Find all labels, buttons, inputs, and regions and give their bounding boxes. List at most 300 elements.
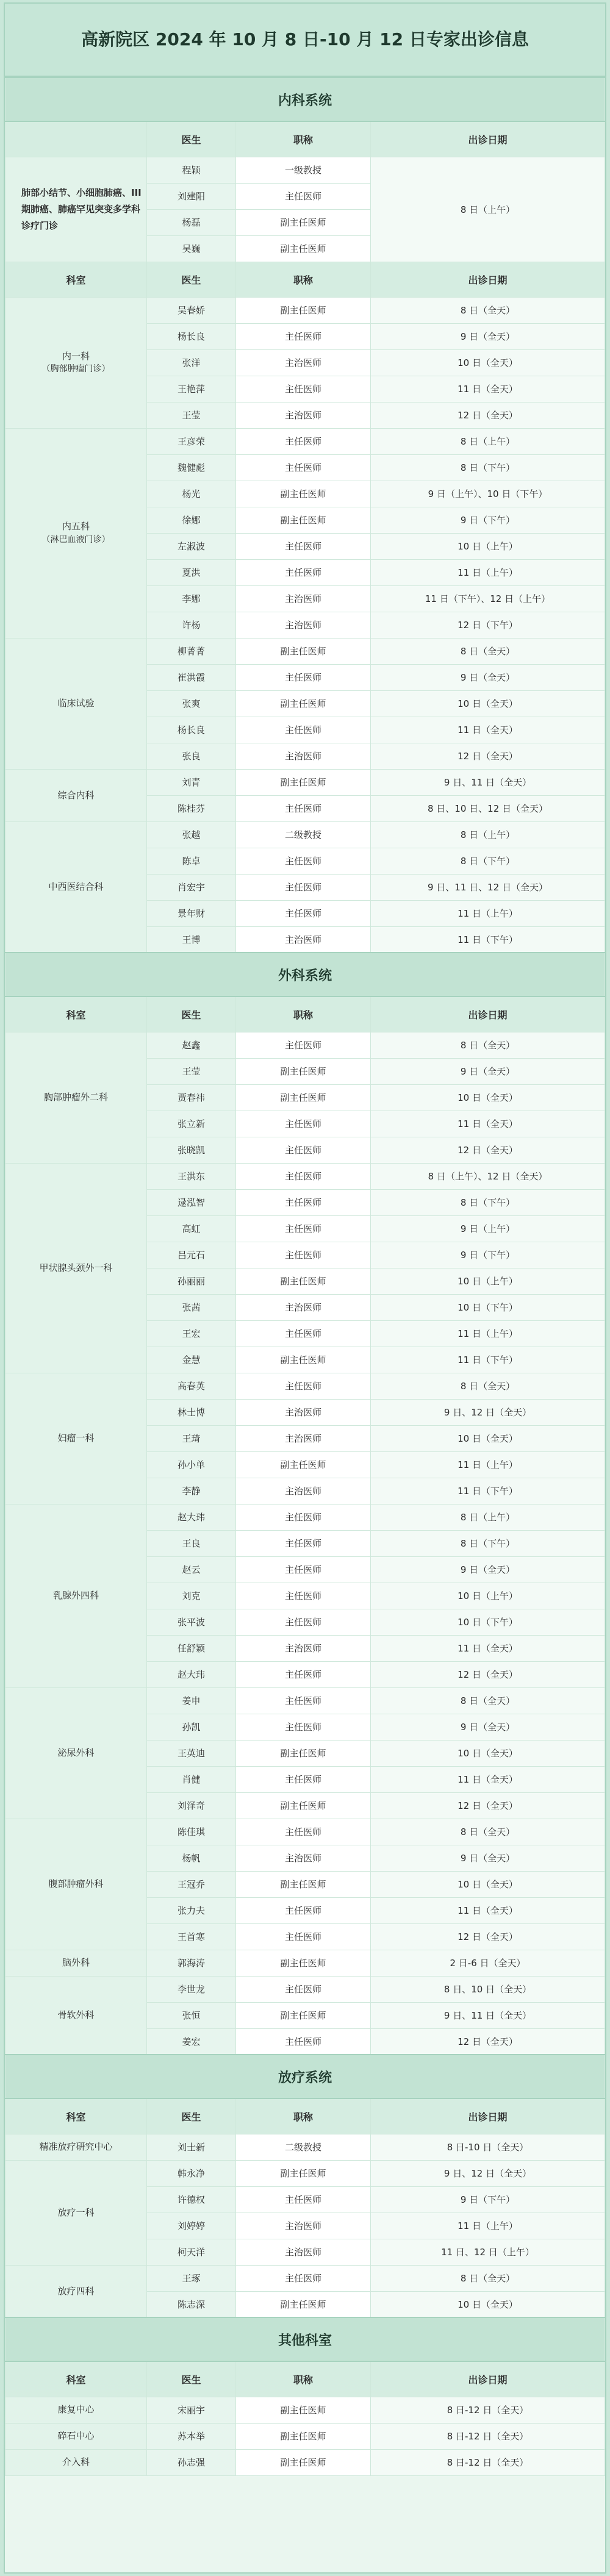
doctor-name: 林士博 xyxy=(147,1399,236,1425)
clinic-date: 11 日（全天） xyxy=(371,717,605,743)
table-row xyxy=(5,769,605,795)
doctor-name: 王洪东 xyxy=(147,1163,236,1189)
doctor-title: 副主任医师 xyxy=(236,1871,371,1897)
header-doctor: 医生 xyxy=(147,996,236,1032)
doctor-title: 主任医师 xyxy=(236,376,371,402)
department-cell xyxy=(5,1504,147,1687)
section-title: 其他科室 xyxy=(5,2317,605,2361)
doctor-name: 李娜 xyxy=(147,585,236,612)
doctor-title: 主任医师 xyxy=(236,1163,371,1189)
clinic-date: 8 日-10 日（全天） xyxy=(371,2134,605,2160)
doctor-title: 主任医师 xyxy=(236,1530,371,1556)
doctor-name: 杨帆 xyxy=(147,1845,236,1871)
clinic-date: 8 日（上午） xyxy=(371,821,605,848)
clinic-date: 8 日（全天） xyxy=(371,2265,605,2291)
clinic-date: 8 日-12 日（全天） xyxy=(371,2397,605,2423)
table-row xyxy=(5,157,605,183)
clinic-date: 9 日（上午）、10 日（下午） xyxy=(371,481,605,507)
doctor-title: 副主任医师 xyxy=(236,2002,371,2028)
clinic-date: 11 日（上午） xyxy=(371,559,605,585)
department-name: 综合内科 xyxy=(57,789,95,801)
doctor-title: 主任医师 xyxy=(236,1897,371,1923)
department-cell xyxy=(5,297,147,428)
doctor-name: 张爽 xyxy=(147,690,236,717)
clinic-date: 8 日（下午） xyxy=(371,454,605,481)
department-cell xyxy=(5,638,147,769)
doctor-title: 副主任医师 xyxy=(236,1950,371,1976)
table-row xyxy=(5,2397,605,2423)
department-name: 内五科 xyxy=(62,521,90,532)
doctor-name: 李静 xyxy=(147,1478,236,1504)
table-row xyxy=(5,2134,605,2160)
clinic-date: 10 日（全天） xyxy=(371,1871,605,1897)
doctor-name: 赵大玮 xyxy=(147,1661,236,1687)
clinic-date: 12 日（全天） xyxy=(371,1661,605,1687)
table-row xyxy=(5,1819,605,1845)
doctor-name: 赵大玮 xyxy=(147,1504,236,1530)
table-row xyxy=(5,638,605,664)
department-name: 胸部肿瘤外二科 xyxy=(43,1092,108,1103)
doctor-title: 主任医师 xyxy=(236,717,371,743)
doctor-name: 韩永净 xyxy=(147,2160,236,2186)
header-date: 出诊日期 xyxy=(371,996,605,1032)
doctor-name: 夏洪 xyxy=(147,559,236,585)
department-name: 妇瘤一科 xyxy=(57,1433,95,1444)
header-doctor: 医生 xyxy=(147,2098,236,2134)
table-row xyxy=(5,1032,605,1058)
table-row xyxy=(5,1687,605,1714)
doctor-title: 一级教授 xyxy=(236,157,371,183)
doctor-name: 郭海涛 xyxy=(147,1950,236,1976)
doctor-title: 主治医师 xyxy=(236,1399,371,1425)
column-header-row xyxy=(5,2098,605,2134)
doctor-title: 主任医师 xyxy=(236,2265,371,2291)
clinic-date: 9 日（全天） xyxy=(371,1845,605,1871)
doctor-name: 张平波 xyxy=(147,1609,236,1635)
doctor-name: 张晓凯 xyxy=(147,1137,236,1163)
doctor-title: 主任医师 xyxy=(236,1215,371,1242)
clinic-date: 10 日（全天） xyxy=(371,690,605,717)
header-date: 出诊日期 xyxy=(371,121,605,157)
doctor-name: 高春英 xyxy=(147,1373,236,1399)
doctor-name: 吴巍 xyxy=(147,235,236,262)
doctor-title: 副主任医师 xyxy=(236,1058,371,1084)
doctor-title: 副主任医师 xyxy=(236,2160,371,2186)
doctor-name: 姜申 xyxy=(147,1687,236,1714)
doctor-name: 许德权 xyxy=(147,2186,236,2213)
doctor-name: 李世龙 xyxy=(147,1976,236,2002)
column-header-row xyxy=(5,996,605,1032)
clinic-date: 11 日（下午） xyxy=(371,926,605,953)
clinic-date: 10 日（全天） xyxy=(371,2291,605,2317)
doctor-name: 杨光 xyxy=(147,481,236,507)
clinic-date: 11 日（上午） xyxy=(371,1320,605,1347)
table-row xyxy=(5,1504,605,1530)
department-cell xyxy=(5,1950,147,1976)
doctor-title: 副主任医师 xyxy=(236,1740,371,1766)
table-row xyxy=(5,2449,605,2475)
doctor-title: 主任医师 xyxy=(236,428,371,454)
schedule-frame xyxy=(4,2,606,2574)
doctor-name: 刘士新 xyxy=(147,2134,236,2160)
department-subtitle: （胸部肿瘤门诊） xyxy=(41,364,110,374)
clinic-date: 8 日（全天） xyxy=(371,1819,605,1845)
doctor-name: 苏本举 xyxy=(147,2423,236,2449)
doctor-name: 金慧 xyxy=(147,1347,236,1373)
department-cell xyxy=(5,821,147,953)
clinic-date: 8 日（全天） xyxy=(371,1373,605,1399)
clinic-date: 8 日（上午） xyxy=(371,1504,605,1530)
header-doctor: 医生 xyxy=(147,262,236,297)
doctor-name: 陈桂芬 xyxy=(147,795,236,821)
doctor-name: 刘婷婷 xyxy=(147,2213,236,2239)
doctor-title: 主任医师 xyxy=(236,2186,371,2213)
department-name: 中西医结合科 xyxy=(48,881,104,892)
department-name: 乳腺外四科 xyxy=(52,1590,99,1601)
header-doctor: 医生 xyxy=(147,2361,236,2397)
header-dept: 科室 xyxy=(5,2361,147,2397)
table-row xyxy=(5,2160,605,2186)
department-cell xyxy=(5,2449,147,2475)
doctor-name: 陈佳琪 xyxy=(147,1819,236,1845)
doctor-title: 主任医师 xyxy=(236,874,371,900)
department-cell xyxy=(5,2134,147,2160)
doctor-name: 孙志强 xyxy=(147,2449,236,2475)
clinic-date: 9 日、12 日（全天） xyxy=(371,1399,605,1425)
doctor-title: 主任医师 xyxy=(236,183,371,209)
doctor-title: 副主任医师 xyxy=(236,1792,371,1819)
clinic-date: 10 日（上午） xyxy=(371,533,605,559)
table-row xyxy=(5,297,605,323)
department-cell xyxy=(5,1032,147,1163)
department-cell xyxy=(5,769,147,821)
doctor-name: 刘克 xyxy=(147,1583,236,1609)
clinic-date: 8 日、10 日、12 日（全天） xyxy=(371,795,605,821)
department-cell xyxy=(5,2397,147,2423)
clinic-date: 11 日（上午） xyxy=(371,900,605,926)
department-cell xyxy=(5,1687,147,1819)
department-cell xyxy=(5,1163,147,1373)
header-title: 职称 xyxy=(236,262,371,297)
doctor-name: 陈志深 xyxy=(147,2291,236,2317)
section-header xyxy=(5,2055,605,2098)
doctor-name: 孙小单 xyxy=(147,1451,236,1478)
clinic-date: 11 日（上午） xyxy=(371,1451,605,1478)
doctor-name: 张茜 xyxy=(147,1294,236,1320)
doctor-title: 主任医师 xyxy=(236,1766,371,1792)
doctor-title: 主任医师 xyxy=(236,1320,371,1347)
doctor-title: 副主任医师 xyxy=(236,1084,371,1111)
column-header-row xyxy=(5,121,605,157)
department-name: 甲状腺头颈外一科 xyxy=(39,1262,113,1273)
clinic-date: 11 日（下午）、12 日（上午） xyxy=(371,585,605,612)
doctor-name: 吴春娇 xyxy=(147,297,236,323)
table-row xyxy=(5,2423,605,2449)
doctor-title: 副主任医师 xyxy=(236,2291,371,2317)
doctor-title: 主治医师 xyxy=(236,2239,371,2265)
doctor-title: 副主任医师 xyxy=(236,297,371,323)
doctor-title: 副主任医师 xyxy=(236,1268,371,1294)
doctor-title: 主任医师 xyxy=(236,1504,371,1530)
department-name: 放疗一科 xyxy=(57,2206,95,2218)
doctor-title: 主任医师 xyxy=(236,1661,371,1687)
clinic-date: 8 日（全天） xyxy=(371,1032,605,1058)
doctor-name: 刘青 xyxy=(147,769,236,795)
clinic-date: 12 日（全天） xyxy=(371,743,605,769)
doctor-name: 程颖 xyxy=(147,157,236,183)
department-name: 康复中心 xyxy=(57,2404,95,2416)
doctor-name: 杨长良 xyxy=(147,717,236,743)
doctor-name: 宋丽宇 xyxy=(147,2397,236,2423)
clinic-date: 10 日（全天） xyxy=(371,1084,605,1111)
schedule-table xyxy=(5,77,605,2476)
doctor-name: 许杨 xyxy=(147,612,236,638)
clinic-date: 9 日、12 日（全天） xyxy=(371,2160,605,2186)
column-header-row xyxy=(5,2361,605,2397)
table-row xyxy=(5,428,605,454)
doctor-title: 二级教授 xyxy=(236,2134,371,2160)
doctor-name: 景年财 xyxy=(147,900,236,926)
clinic-date: 9 日（下午） xyxy=(371,1242,605,1268)
doctor-name: 王首寒 xyxy=(147,1923,236,1950)
clinic-date: 10 日（全天） xyxy=(371,1740,605,1766)
doctor-title: 主任医师 xyxy=(236,1111,371,1137)
doctor-name: 王冠乔 xyxy=(147,1871,236,1897)
department-cell xyxy=(5,1373,147,1504)
clinic-date: 8 日（全天） xyxy=(371,1687,605,1714)
section-title: 内科系统 xyxy=(5,77,605,121)
clinic-date: 11 日（全天） xyxy=(371,1766,605,1792)
clinic-date: 9 日（全天） xyxy=(371,1714,605,1740)
section-title: 放疗系统 xyxy=(5,2055,605,2098)
clinic-date: 12 日（全天） xyxy=(371,2028,605,2055)
doctor-title: 主治医师 xyxy=(236,1425,371,1451)
doctor-name: 逯泓智 xyxy=(147,1189,236,1215)
doctor-title: 主治医师 xyxy=(236,743,371,769)
doctor-title: 主任医师 xyxy=(236,1583,371,1609)
department-name: 临床试验 xyxy=(57,698,95,709)
clinic-date: 9 日（全天） xyxy=(371,1556,605,1583)
doctor-name: 王莹 xyxy=(147,1058,236,1084)
doctor-name: 张越 xyxy=(147,821,236,848)
doctor-title: 副主任医师 xyxy=(236,2423,371,2449)
table-row xyxy=(5,1976,605,2002)
header-title: 职称 xyxy=(236,996,371,1032)
doctor-name: 张立新 xyxy=(147,1111,236,1137)
department-name: 脑外科 xyxy=(62,1957,90,1969)
doctor-name: 王琦 xyxy=(147,1425,236,1451)
doctor-title: 副主任医师 xyxy=(236,235,371,262)
doctor-name: 肖健 xyxy=(147,1766,236,1792)
table-row xyxy=(5,1373,605,1399)
doctor-title: 副主任医师 xyxy=(236,209,371,235)
clinic-date: 8 日-12 日（全天） xyxy=(371,2449,605,2475)
header-title: 职称 xyxy=(236,2361,371,2397)
doctor-name: 张良 xyxy=(147,743,236,769)
doctor-name: 崔洪霞 xyxy=(147,664,236,690)
section-header xyxy=(5,953,605,996)
doctor-name: 柳菁菁 xyxy=(147,638,236,664)
clinic-date: 11 日、12 日（上午） xyxy=(371,2239,605,2265)
section-header xyxy=(5,2317,605,2361)
header-dept: 科室 xyxy=(5,2098,147,2134)
clinic-date: 8 日（下午） xyxy=(371,848,605,874)
clinic-date: 9 日、11 日（全天） xyxy=(371,769,605,795)
doctor-title: 主任医师 xyxy=(236,1032,371,1058)
doctor-name: 孙凯 xyxy=(147,1714,236,1740)
doctor-title: 副主任医师 xyxy=(236,638,371,664)
schedule-body xyxy=(5,77,605,2475)
doctor-title: 主治医师 xyxy=(236,585,371,612)
doctor-name: 贾春祎 xyxy=(147,1084,236,1111)
doctor-name: 刘建阳 xyxy=(147,183,236,209)
department-cell xyxy=(5,428,147,638)
clinic-date: 10 日（上午） xyxy=(371,1583,605,1609)
doctor-title: 主治医师 xyxy=(236,402,371,428)
clinic-date: 9 日（下午） xyxy=(371,507,605,533)
doctor-title: 主任医师 xyxy=(236,1819,371,1845)
doctor-name: 陈卓 xyxy=(147,848,236,874)
doctor-title: 主治医师 xyxy=(236,612,371,638)
doctor-title: 主任医师 xyxy=(236,454,371,481)
header-dept: 科室 xyxy=(5,262,147,297)
header-date: 出诊日期 xyxy=(371,2098,605,2134)
doctor-title: 副主任医师 xyxy=(236,769,371,795)
clinic-date: 11 日（全天） xyxy=(371,376,605,402)
doctor-title: 主任医师 xyxy=(236,848,371,874)
table-row xyxy=(5,1163,605,1189)
clinic-date: 8 日（全天） xyxy=(371,297,605,323)
header-dept xyxy=(5,121,147,157)
doctor-title: 副主任医师 xyxy=(236,2397,371,2423)
doctor-title: 主任医师 xyxy=(236,533,371,559)
clinic-date: 9 日（全天） xyxy=(371,664,605,690)
clinic-date: 8 日、10 日（全天） xyxy=(371,1976,605,2002)
doctor-title: 主任医师 xyxy=(236,1923,371,1950)
doctor-title: 主任医师 xyxy=(236,2028,371,2055)
clinic-date: 11 日（下午） xyxy=(371,1347,605,1373)
doctor-name: 王英迪 xyxy=(147,1740,236,1766)
section-header xyxy=(5,77,605,121)
clinic-date: 11 日（全天） xyxy=(371,1111,605,1137)
doctor-name: 肖宏宇 xyxy=(147,874,236,900)
doctor-name: 高虹 xyxy=(147,1215,236,1242)
page-title: 高新院区 2024 年 10 月 8 日-10 月 12 日专家出诊信息 xyxy=(5,4,605,77)
clinic-date: 9 日（全天） xyxy=(371,1058,605,1084)
clinic-date: 8 日（上午） xyxy=(371,428,605,454)
doctor-name: 赵云 xyxy=(147,1556,236,1583)
doctor-title: 主任医师 xyxy=(236,1137,371,1163)
doctor-name: 柯天洋 xyxy=(147,2239,236,2265)
department-cell: 肺部小结节、小细胞肺癌、III期肺癌、肺癌罕见突变多学科诊疗门诊 xyxy=(5,157,147,262)
clinic-date: 10 日（下午） xyxy=(371,1609,605,1635)
doctor-name: 张恒 xyxy=(147,2002,236,2028)
clinic-date: 9 日（上午） xyxy=(371,1215,605,1242)
clinic-date: 11 日（上午） xyxy=(371,2213,605,2239)
doctor-title: 二级教授 xyxy=(236,821,371,848)
clinic-date: 12 日（全天） xyxy=(371,1137,605,1163)
doctor-title: 副主任医师 xyxy=(236,507,371,533)
doctor-title: 主任医师 xyxy=(236,1714,371,1740)
department-cell xyxy=(5,2265,147,2317)
doctor-name: 刘泽奇 xyxy=(147,1792,236,1819)
doctor-name: 王琢 xyxy=(147,2265,236,2291)
clinic-date: 10 日（下午） xyxy=(371,1294,605,1320)
clinic-date: 10 日（全天） xyxy=(371,1425,605,1451)
doctor-title: 主任医师 xyxy=(236,1189,371,1215)
doctor-title: 主治医师 xyxy=(236,1635,371,1661)
doctor-name: 王艳萍 xyxy=(147,376,236,402)
doctor-name: 徐娜 xyxy=(147,507,236,533)
doctor-title: 主任医师 xyxy=(236,323,371,349)
doctor-title: 主任医师 xyxy=(236,1609,371,1635)
clinic-date: 12 日（下午） xyxy=(371,612,605,638)
doctor-title: 主任医师 xyxy=(236,1242,371,1268)
department-name: 腹部肿瘤外科 xyxy=(48,1878,104,1890)
table-row xyxy=(5,2265,605,2291)
department-cell xyxy=(5,2160,147,2265)
table-row xyxy=(5,821,605,848)
doctor-title: 副主任医师 xyxy=(236,2449,371,2475)
department-cell xyxy=(5,2423,147,2449)
clinic-date: 9 日（下午） xyxy=(371,2186,605,2213)
doctor-title: 副主任医师 xyxy=(236,690,371,717)
column-header-row xyxy=(5,262,605,297)
doctor-title: 主任医师 xyxy=(236,900,371,926)
clinic-date: 10 日（全天） xyxy=(371,349,605,376)
doctor-title: 主任医师 xyxy=(236,664,371,690)
table-row xyxy=(5,1950,605,1976)
clinic-date: 12 日（全天） xyxy=(371,1792,605,1819)
department-name: 泌尿外科 xyxy=(57,1747,95,1759)
doctor-name: 王良 xyxy=(147,1530,236,1556)
department-name: 放疗四科 xyxy=(57,2285,95,2297)
doctor-name: 吕元石 xyxy=(147,1242,236,1268)
header-dept: 科室 xyxy=(5,996,147,1032)
doctor-name: 王宏 xyxy=(147,1320,236,1347)
clinic-date: 11 日（全天） xyxy=(371,1897,605,1923)
clinic-date: 8 日（上午）、12 日（全天） xyxy=(371,1163,605,1189)
doctor-title: 主任医师 xyxy=(236,795,371,821)
doctor-name: 王莹 xyxy=(147,402,236,428)
doctor-name: 王博 xyxy=(147,926,236,953)
doctor-title: 主治医师 xyxy=(236,926,371,953)
doctor-title: 主治医师 xyxy=(236,1294,371,1320)
doctor-name: 左淑波 xyxy=(147,533,236,559)
doctor-title: 主治医师 xyxy=(236,1478,371,1504)
clinic-date: 10 日（上午） xyxy=(371,1268,605,1294)
doctor-title: 主任医师 xyxy=(236,559,371,585)
clinic-date: 9 日（全天） xyxy=(371,323,605,349)
department-name: 精准放疗研究中心 xyxy=(39,2141,113,2153)
clinic-date: 11 日（下午） xyxy=(371,1478,605,1504)
header-date: 出诊日期 xyxy=(371,2361,605,2397)
department-name: 骨软外科 xyxy=(57,2009,95,2020)
clinic-date: 12 日（全天） xyxy=(371,402,605,428)
doctor-title: 主治医师 xyxy=(236,1845,371,1871)
doctor-name: 张洋 xyxy=(147,349,236,376)
doctor-name: 杨长良 xyxy=(147,323,236,349)
doctor-title: 主任医师 xyxy=(236,1976,371,2002)
department-subtitle: （淋巴血液门诊） xyxy=(41,534,110,545)
doctor-name: 王彦荣 xyxy=(147,428,236,454)
doctor-title: 副主任医师 xyxy=(236,1347,371,1373)
clinic-date: 8 日-12 日（全天） xyxy=(371,2423,605,2449)
clinic-date: 8 日（下午） xyxy=(371,1530,605,1556)
header-title: 职称 xyxy=(236,121,371,157)
section-title: 外科系统 xyxy=(5,953,605,996)
doctor-title: 主治医师 xyxy=(236,2213,371,2239)
